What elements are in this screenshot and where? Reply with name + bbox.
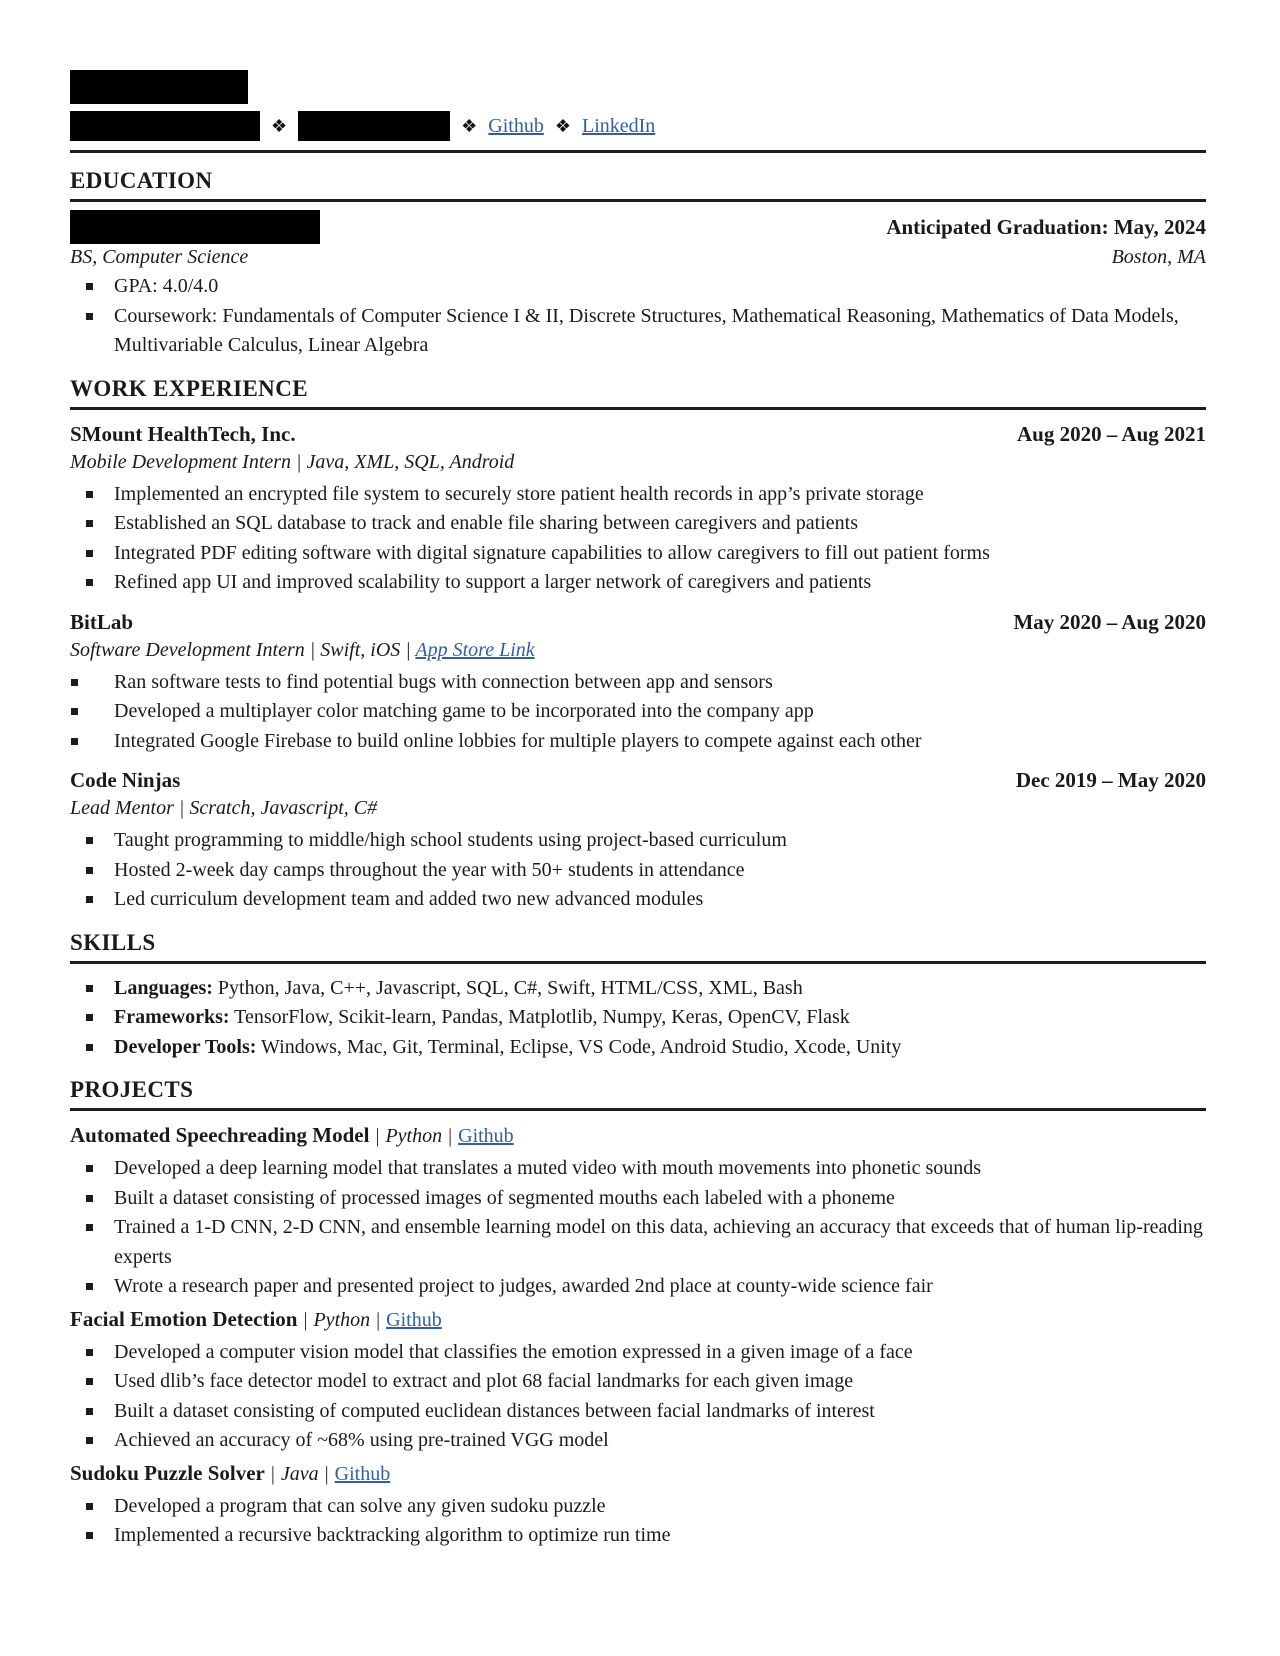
skills-label: Languages:: [114, 976, 213, 999]
project-bullet: Used dlib’s face detector model to extract and plot 68 facial landmarks for each given image: [70, 1367, 1206, 1397]
section-projects: [70, 1076, 1206, 1551]
skills-value: Python, Java, C++, Javascript, SQL, C#, Swift, HTML/CSS, XML, Bash: [212, 976, 803, 999]
graduation-date: Anticipated Graduation: May, 2024: [886, 214, 1206, 239]
project-bullet: Built a dataset consisting of processed images of segmented mouths each labeled with a phoneme: [70, 1184, 1206, 1214]
project-bullet: Developed a deep learning model that translates a muted video with mouth movements into phonetic sounds: [70, 1154, 1206, 1184]
skills-value: TensorFlow, Scikit-learn, Pandas, Matplotlib, Numpy, Keras, OpenCV, Flask: [229, 1006, 850, 1028]
project-facial-emotion: [70, 1305, 1206, 1456]
job-bullets: [70, 668, 1206, 757]
project-bullets: [70, 1338, 1206, 1456]
diamond-separator-icon: ❖: [554, 116, 571, 136]
diamond-separator-icon: ❖: [271, 116, 288, 136]
job-role: Mobile Development Intern | Java, XML, SQL, Android: [70, 450, 515, 473]
job-header-row: [70, 610, 1206, 635]
project-bullet: Wrote a research paper and presented project to judges, awarded 2nd place at county-wide science fair: [70, 1272, 1206, 1302]
redacted-school-box: [70, 210, 320, 244]
education-degree-row: [70, 246, 1206, 269]
education-bullet: GPA: 4.0/4.0: [70, 272, 1206, 302]
section-education: [70, 167, 1206, 361]
section-work-experience: [70, 375, 1206, 915]
skills-item: [70, 974, 1206, 1004]
diamond-separator-icon: ❖: [461, 116, 478, 136]
work-experience-heading: WORK EXPERIENCE: [70, 375, 1206, 410]
education-heading: EDUCATION: [70, 167, 1206, 202]
degree-text: BS, Computer Science: [70, 246, 249, 268]
job-smount: [70, 422, 1206, 598]
job-role: [70, 636, 1206, 665]
projects-heading: PROJECTS: [70, 1076, 1206, 1111]
job-dates: May 2020 – Aug 2020: [1013, 609, 1206, 634]
job-bullet: Led curriculum development team and added two new advanced modules: [70, 885, 1206, 915]
education-bullet: Coursework: Fundamentals of Computer Science I & II, Discrete Structures, Mathematical Reasoning, Mathematics of Data Models, Multivariable Calculus, Linear Algebra: [70, 302, 1206, 361]
job-dates: Dec 2019 – May 2020: [1015, 768, 1206, 792]
pipe-separator: |: [324, 1462, 329, 1485]
job-bullet: Implemented an encrypted file system to securely store patient health records in app’s private storage: [70, 480, 1206, 510]
pipe-separator: |: [303, 1308, 308, 1331]
skills-label: Frameworks:: [114, 1006, 230, 1028]
pipe-separator: |: [270, 1462, 275, 1485]
project-github-link[interactable]: Github: [458, 1125, 514, 1147]
skills-item: [70, 1033, 1206, 1063]
project-title-row: [70, 1121, 1206, 1151]
app-store-link[interactable]: App Store Link: [415, 638, 535, 661]
skills-label: Developer Tools:: [114, 1035, 257, 1058]
redacted-email-box: [298, 111, 450, 141]
company-name: SMount HealthTech, Inc.: [70, 421, 296, 446]
project-bullet: Built a dataset consisting of computed euclidean distances between facial landmarks of interest: [70, 1397, 1206, 1427]
job-bullet: Developed a multiplayer color matching game to be incorporated into the company app: [70, 697, 1206, 727]
project-name: Sudoku Puzzle Solver: [70, 1460, 265, 1485]
company-name: Code Ninjas: [70, 768, 181, 792]
education-school-row: [70, 210, 1206, 244]
job-header-row: [70, 768, 1206, 793]
linkedin-link[interactable]: LinkedIn: [581, 114, 656, 137]
job-code-ninjas: [70, 768, 1206, 915]
job-bullets: [70, 480, 1206, 598]
section-skills: [70, 929, 1206, 1063]
job-dates: Aug 2020 – Aug 2021: [1016, 421, 1206, 446]
pipe-separator: |: [376, 1308, 381, 1331]
job-bullet: Taught programming to middle/high school students using project-based curriculum: [70, 826, 1206, 856]
project-title-row: [70, 1305, 1206, 1335]
skills-list: [70, 974, 1206, 1063]
job-bullet: Integrated Google Firebase to build online lobbies for multiple players to compete against each other: [70, 727, 1206, 757]
project-tech: Python: [385, 1125, 443, 1147]
project-sudoku: [70, 1459, 1206, 1551]
job-bitlab: [70, 610, 1206, 757]
project-name: Automated Speechreading Model: [70, 1123, 370, 1147]
project-name: Facial Emotion Detection: [70, 1306, 298, 1331]
job-bullet: Hosted 2-week day camps throughout the year with 50+ students in attendance: [70, 856, 1206, 886]
skills-value: Windows, Mac, Git, Terminal, Eclipse, VS Code, Android Studio, Xcode, Unity: [256, 1035, 902, 1058]
job-role-text: Software Development Intern | Swift, iOS |: [70, 638, 416, 661]
job-bullet: Ran software tests to find potential bugs with connection between app and sensors: [70, 668, 1206, 698]
education-bullets: [70, 272, 1206, 361]
skills-item: [70, 1003, 1206, 1033]
redacted-phone-box: [70, 111, 260, 141]
project-title-row: [70, 1459, 1206, 1489]
job-bullets: [70, 826, 1206, 915]
project-bullet: Developed a program that can solve any given sudoku puzzle: [70, 1492, 1206, 1522]
project-bullet: Trained a 1-D CNN, 2-D CNN, and ensemble learning model on this data, achieving an accuracy that exceeds that of human lip-reading experts: [70, 1213, 1206, 1272]
project-bullets: [70, 1154, 1206, 1302]
pipe-separator: |: [375, 1125, 380, 1147]
job-bullet: Refined app UI and improved scalability to support a larger network of caregivers and patients: [70, 568, 1206, 598]
project-speechreading: [70, 1121, 1206, 1302]
project-tech: Python: [313, 1308, 371, 1331]
company-name: BitLab: [70, 609, 134, 634]
project-bullet: Achieved an accuracy of ~68% using pre-trained VGG model: [70, 1426, 1206, 1456]
job-header-row: [70, 422, 1206, 447]
job-bullet: Integrated PDF editing software with digital signature capabilities to allow caregivers to fill out patient forms: [70, 539, 1206, 569]
github-link[interactable]: Github: [488, 114, 544, 137]
school-location: Boston, MA: [1111, 246, 1206, 268]
contact-line: [70, 111, 1206, 153]
project-bullets: [70, 1492, 1206, 1551]
pipe-separator: |: [448, 1125, 453, 1147]
redacted-name-box: [70, 70, 248, 104]
job-bullet: Established an SQL database to track and enable file sharing between caregivers and patients: [70, 509, 1206, 539]
project-bullet: Developed a computer vision model that classifies the emotion expressed in a given image of a face: [70, 1338, 1206, 1368]
project-github-link[interactable]: Github: [386, 1308, 442, 1331]
resume-header: [70, 70, 1206, 153]
project-github-link[interactable]: Github: [334, 1462, 391, 1485]
job-role: Lead Mentor | Scratch, Javascript, C#: [70, 797, 378, 819]
project-tech: Java: [280, 1462, 319, 1485]
project-bullet: Implemented a recursive backtracking algorithm to optimize run time: [70, 1521, 1206, 1551]
skills-heading: SKILLS: [70, 929, 1206, 964]
